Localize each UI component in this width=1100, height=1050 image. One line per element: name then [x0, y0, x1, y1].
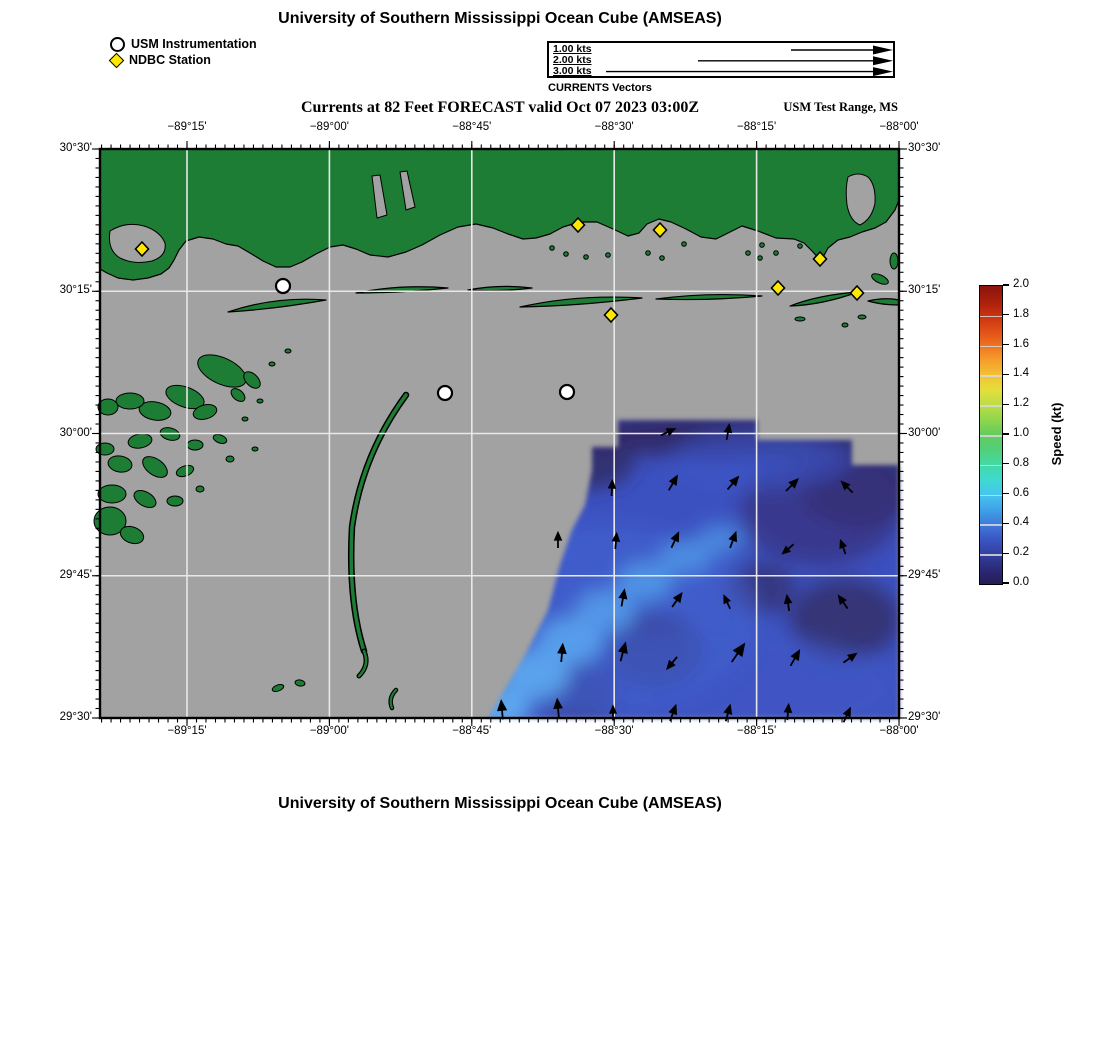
colorbar-tick [1003, 433, 1009, 434]
marsh-island [842, 323, 848, 327]
vector-scale-label-3: 3.00 kts [553, 65, 592, 77]
vector-scale-arrowhead [873, 67, 893, 76]
colorbar-tick [1003, 314, 1009, 315]
marsh-island [795, 317, 805, 321]
colorbar [979, 285, 1003, 585]
marsh-island [226, 456, 234, 462]
x-axis-label-top: −88°30' [594, 121, 634, 133]
legend-label-ndbc: NDBC Station [129, 53, 211, 67]
usm-circle-icon [110, 37, 125, 52]
coast-islet [682, 242, 687, 247]
coast-islet [646, 251, 651, 256]
marsh-island [858, 315, 866, 319]
colorbar-tick-label: 0.8 [1013, 456, 1029, 469]
colorbar-tick-label: 0.6 [1013, 486, 1029, 499]
colorbar-gridline [980, 465, 1002, 467]
ndbc-diamond-icon [109, 52, 125, 68]
y-axis-label-left: 30°00' [59, 426, 92, 439]
x-axis-label-top: −88°15' [737, 121, 777, 133]
region-label: USM Test Range, MS [783, 100, 898, 114]
vector-scale-label-2: 2.00 kts [553, 54, 592, 66]
y-axis-label-right: 29°45' [908, 568, 941, 581]
x-axis-label-bottom: −88°45' [452, 725, 492, 737]
marsh-island [269, 362, 275, 366]
colorbar-gridline [980, 554, 1002, 556]
coast-islet [774, 251, 779, 256]
marsh-island [167, 496, 183, 506]
colorbar-tick-label: 1.4 [1013, 367, 1029, 380]
x-axis-label-bottom: −89°15' [167, 725, 207, 737]
footer-title: University of Southern Mississippi Ocean Cube (AMSEAS) [278, 795, 722, 812]
colorbar-gridline [980, 346, 1002, 348]
usm-instrument-marker [438, 386, 452, 400]
colorbar-tick-label: 0.2 [1013, 546, 1029, 559]
marsh-island [187, 440, 203, 450]
legend-item-ndbc [110, 52, 257, 68]
y-axis-label-right: 30°30' [908, 142, 941, 154]
usm-instrument-marker [276, 279, 290, 293]
colorbar-tick-label: 2.0 [1013, 278, 1029, 290]
colorbar-tick-label: 1.0 [1013, 427, 1029, 439]
colorbar-tick [1003, 284, 1009, 285]
colorbar-title: Speed (kt) [1049, 402, 1064, 466]
marsh-island [196, 486, 204, 492]
colorbar-tick [1003, 493, 1009, 494]
colorbar-gridline [980, 316, 1002, 318]
marsh-island [96, 443, 114, 455]
y-axis-label-left: 30°30' [59, 142, 92, 154]
colorbar-gridline [980, 495, 1002, 497]
colorbar-gridline [980, 435, 1002, 437]
vector-scale-arrowhead [873, 46, 893, 55]
coast-islet [606, 253, 611, 258]
marsh-island [252, 447, 258, 451]
colorbar-gridline [980, 405, 1002, 407]
coast-islet [550, 246, 555, 251]
x-axis-label-bottom: −89°00' [309, 725, 349, 737]
marsh-island [98, 485, 126, 503]
colorbar-tick [1003, 523, 1009, 524]
vector-scale-label-1: 1.00 kts [553, 43, 592, 55]
colorbar-tick-label: 0.0 [1013, 576, 1029, 588]
marsh-island [116, 393, 144, 409]
marsh-island [285, 349, 291, 353]
y-axis-label-left: 29°30' [59, 711, 92, 723]
coast-islet [746, 251, 751, 256]
colorbar-tick [1003, 404, 1009, 405]
colorbar-tick [1003, 553, 1009, 554]
colorbar-tick-label: 1.8 [1013, 307, 1029, 320]
map-legend [110, 36, 257, 68]
x-axis-label-top: −88°00' [879, 121, 919, 133]
legend-label-usm: USM Instrumentation [131, 37, 257, 51]
page-title: University of Southern Mississippi Ocean Cube (AMSEAS) [278, 10, 722, 27]
colorbar-tick-label: 1.6 [1013, 337, 1029, 350]
coast-islet [564, 252, 569, 257]
usm-instrument-marker [560, 385, 574, 399]
coast-islet [660, 256, 665, 261]
coast-islet [760, 243, 765, 248]
colorbar-tick [1003, 374, 1009, 375]
colorbar-tick [1003, 344, 1009, 345]
x-axis-label-bottom: −88°30' [594, 725, 634, 737]
colorbar-gridline [980, 375, 1002, 377]
marsh-island [257, 399, 263, 403]
coast-islet [798, 244, 803, 249]
x-axis-label-top: −89°00' [309, 121, 349, 133]
vector-scale-arrowhead [873, 56, 893, 65]
x-axis-label-bottom: −88°00' [879, 725, 919, 737]
x-axis-label-bottom: −88°15' [737, 725, 777, 737]
y-axis-label-left: 30°15' [59, 284, 92, 297]
coast-islet [584, 255, 589, 260]
colorbar-tick [1003, 582, 1009, 583]
vector-scale-caption: CURRENTS Vectors [548, 82, 652, 94]
vector-scale-box [547, 41, 895, 78]
x-axis-label-top: −88°45' [452, 121, 492, 133]
coast-islet [758, 256, 763, 261]
colorbar-tick-label: 0.4 [1013, 516, 1029, 529]
y-axis-label-right: 30°00' [908, 426, 941, 439]
colorbar-tick [1003, 463, 1009, 464]
forecast-map [88, 137, 911, 730]
marsh-island [242, 417, 248, 421]
y-axis-label-right: 30°15' [908, 284, 941, 297]
marsh-island [890, 253, 898, 269]
colorbar-gridline [980, 524, 1002, 526]
vector-scale-arrows [549, 43, 893, 76]
legend-item-usm [110, 36, 257, 52]
forecast-subtitle: Currents at 82 Feet FORECAST valid Oct 07 2023 03:00Z [300, 99, 700, 116]
y-axis-label-left: 29°45' [59, 568, 92, 581]
y-axis-label-right: 29°30' [908, 711, 941, 723]
colorbar-tick-label: 1.2 [1013, 397, 1029, 410]
x-axis-label-top: −89°15' [167, 121, 207, 133]
